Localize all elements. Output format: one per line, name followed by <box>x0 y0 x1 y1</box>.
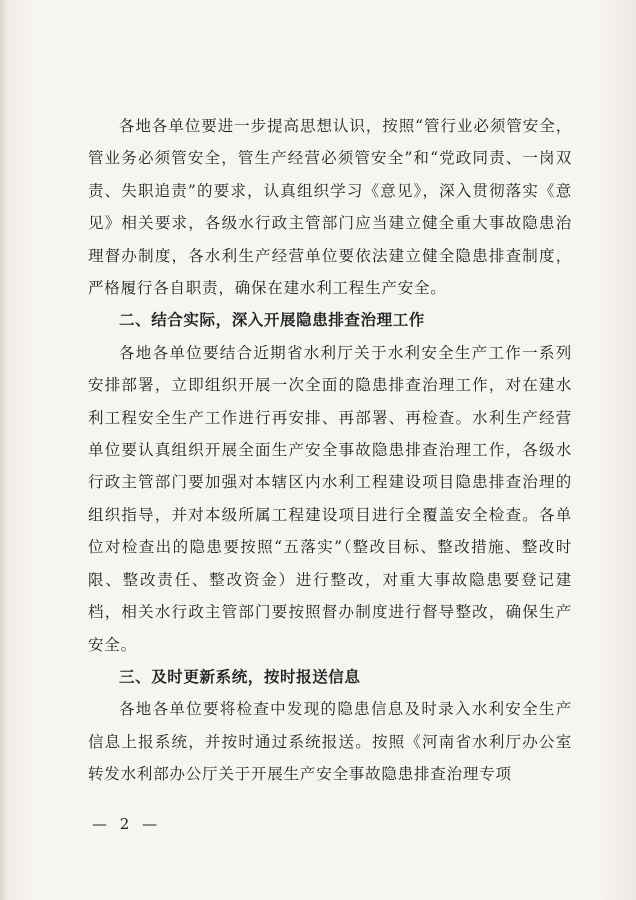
paragraph-intro: 各地各单位要进一步提高思想认识，按照“管行业必须管安全，管业务必须管安全，管生产经营必须管安全”和“党政同责、一岗双责、失职追责”的要求，认真组织学习《意见》，深入贯彻落实《意见》相关要求，各级水行政主管部门应当建立健全重大事故隐患治理督办制度，各水利生产经营单位要依法建立健全隐患排查制度，严格履行各自职责，确保在建水利工程生产安全。 <box>88 117 572 298</box>
paragraph-section-2: 各地各单位要结合近期省水利厅关于水利安全生产工作一系列安排部署，立即组织开展一次全面的隐患排查治理工作，对在建水利工程安全生产工作进行再安排、再部署、再检查。水利生产经营单位要认真组织开展全面生产安全事故隐患排查治理工作，各级水行政主管部门要加强对本辖区内水利工程建设项目隐患排查治理的组织指导，并对本级所属工程建设项目进行全覆盖安全检查。各单位对检查出的隐患要按照“五落实”（整改目标、整改措施、整改时限、整改责任、整改资金）进行整改，对重大事故隐患要登记建档，相关水行政主管部门要按照督办制度进行督导整改，确保生产安全。 <box>88 343 572 654</box>
section-heading-3: 三、及时更新系统，按时报送信息 <box>119 667 361 686</box>
document-body <box>88 110 572 791</box>
section-heading-2: 二、结合实际，深入开展隐患排查治理工作 <box>119 311 425 330</box>
paragraph-section-3: 各地各单位要将检查中发现的隐患信息及时录入水利安全生产信息上报系统，并按时通过系统报送。按照《河南省水利厅办公室转发水利部办公厅关于开展生产安全事故隐患排查治理专项 <box>88 700 572 784</box>
scan-edge-shadow <box>0 0 8 900</box>
page-number: — 2 — <box>92 815 162 833</box>
